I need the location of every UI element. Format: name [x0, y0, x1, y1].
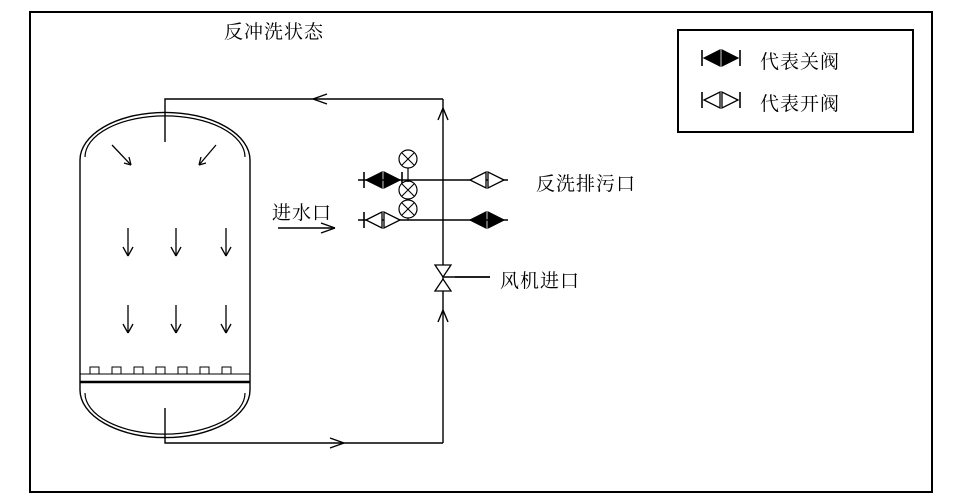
label-blower-inlet: 风机进口: [500, 270, 581, 292]
tank-nozzles: [90, 367, 231, 374]
pipe-network: [165, 99, 508, 443]
label-inlet: 进水口: [272, 202, 333, 224]
diagram-title: 反冲洗状态: [224, 21, 325, 43]
legend-open-valve-symbol: [702, 92, 740, 108]
legend-closed-valve-label: 代表关阀: [760, 51, 841, 73]
pipe-direction-arrows: [313, 94, 448, 448]
legend-closed-valve-symbol: [702, 50, 740, 66]
tank-vessel: [80, 112, 250, 437]
label-backwash-drain: 反洗排污口: [536, 173, 637, 195]
valve-open-lower-left[interactable]: [364, 212, 400, 228]
valve-open-blower-inlet[interactable]: [435, 265, 451, 291]
legend-box: [678, 30, 913, 132]
legend-open-valve-label: 代表开阀: [760, 93, 841, 115]
instrument-middle: [399, 180, 417, 199]
instrument-lower: [399, 200, 417, 220]
tank-flow-arrows: [112, 145, 231, 333]
